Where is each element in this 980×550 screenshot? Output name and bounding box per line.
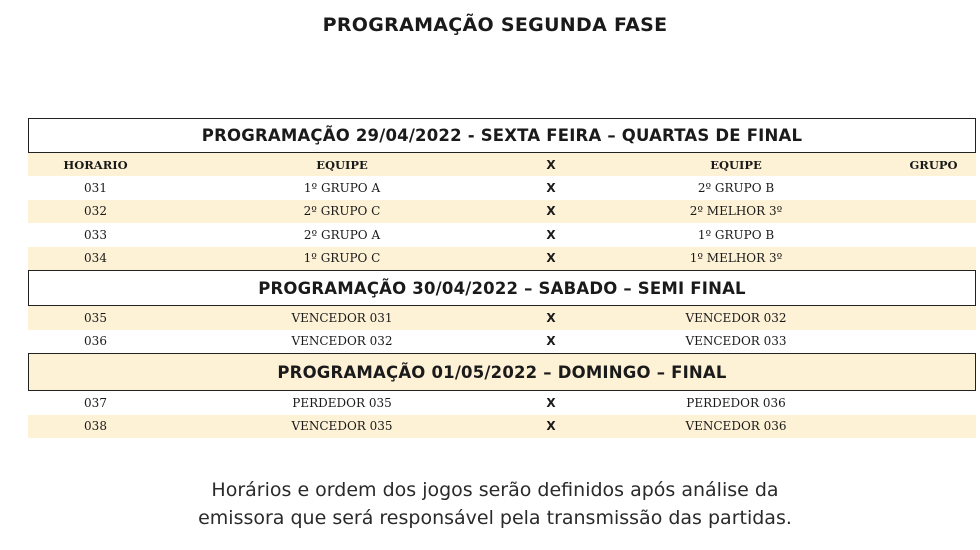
table-row [28,415,976,439]
schedule-note [0,476,980,532]
section-header-semifinal: PROGRAMAÇÃO 30/04/2022 – SABADO – SEMI FINAL [28,270,976,306]
game-team2: 1º GRUPO B [697,227,775,242]
column-header-team2: EQUIPE [710,157,762,172]
game-versus: X [546,334,556,349]
game-team1: PERDEDOR 035 [292,395,392,410]
game-team2: 2º GRUPO B [697,180,775,195]
game-team1: VENCEDOR 031 [291,310,393,325]
schedule-note-line2: emissora que será responsável pela transmissão das partidas. [198,507,792,529]
game-versus: X [546,204,556,219]
column-header-row [28,153,976,176]
table-row [28,330,976,354]
table-row [28,391,976,415]
column-header-team1: EQUIPE [316,157,368,172]
game-team1: 1º GRUPO C [303,251,381,266]
table-row [28,247,976,271]
game-time: 032 [84,204,107,219]
table-row [28,176,976,200]
column-header-group: GRUPO [909,157,958,172]
schedule-note-line1: Horários e ordem dos jogos serão definidos após análise da [211,479,779,501]
game-time: 037 [84,395,107,410]
game-time: 036 [84,334,107,349]
game-team2: VENCEDOR 032 [685,310,787,325]
section-header-final: PROGRAMAÇÃO 01/05/2022 – DOMINGO – FINAL [28,353,976,391]
game-team1: 1º GRUPO A [303,180,381,195]
schedule-table [28,118,976,438]
game-time: 031 [84,180,107,195]
column-header-x: X [546,157,556,172]
game-team2: VENCEDOR 033 [685,334,787,349]
game-team1: 2º GRUPO C [303,204,381,219]
table-row [28,306,976,330]
table-row [28,223,976,247]
game-versus: X [546,419,556,434]
game-time: 038 [84,419,107,434]
table-row [28,200,976,224]
game-versus: X [546,251,556,266]
section-header-quarterfinal: PROGRAMAÇÃO 29/04/2022 - SEXTA FEIRA – QUARTAS DE FINAL [28,118,976,153]
page-title: PROGRAMAÇÃO SEGUNDA FASE [322,14,668,36]
game-team1: VENCEDOR 035 [291,419,393,434]
game-team1: 2º GRUPO A [303,227,381,242]
game-versus: X [546,310,556,325]
game-time: 033 [84,227,107,242]
game-team2: 2º MELHOR 3º [689,204,783,219]
game-team2: VENCEDOR 036 [685,419,787,434]
game-versus: X [546,180,556,195]
column-header-time: HORARIO [63,157,128,172]
game-versus: X [546,227,556,242]
game-team1: VENCEDOR 032 [291,334,393,349]
game-time: 035 [84,310,107,325]
game-versus: X [546,395,556,410]
game-team2: PERDEDOR 036 [686,395,786,410]
game-team2: 1º MELHOR 3º [689,251,783,266]
game-time: 034 [84,251,107,266]
